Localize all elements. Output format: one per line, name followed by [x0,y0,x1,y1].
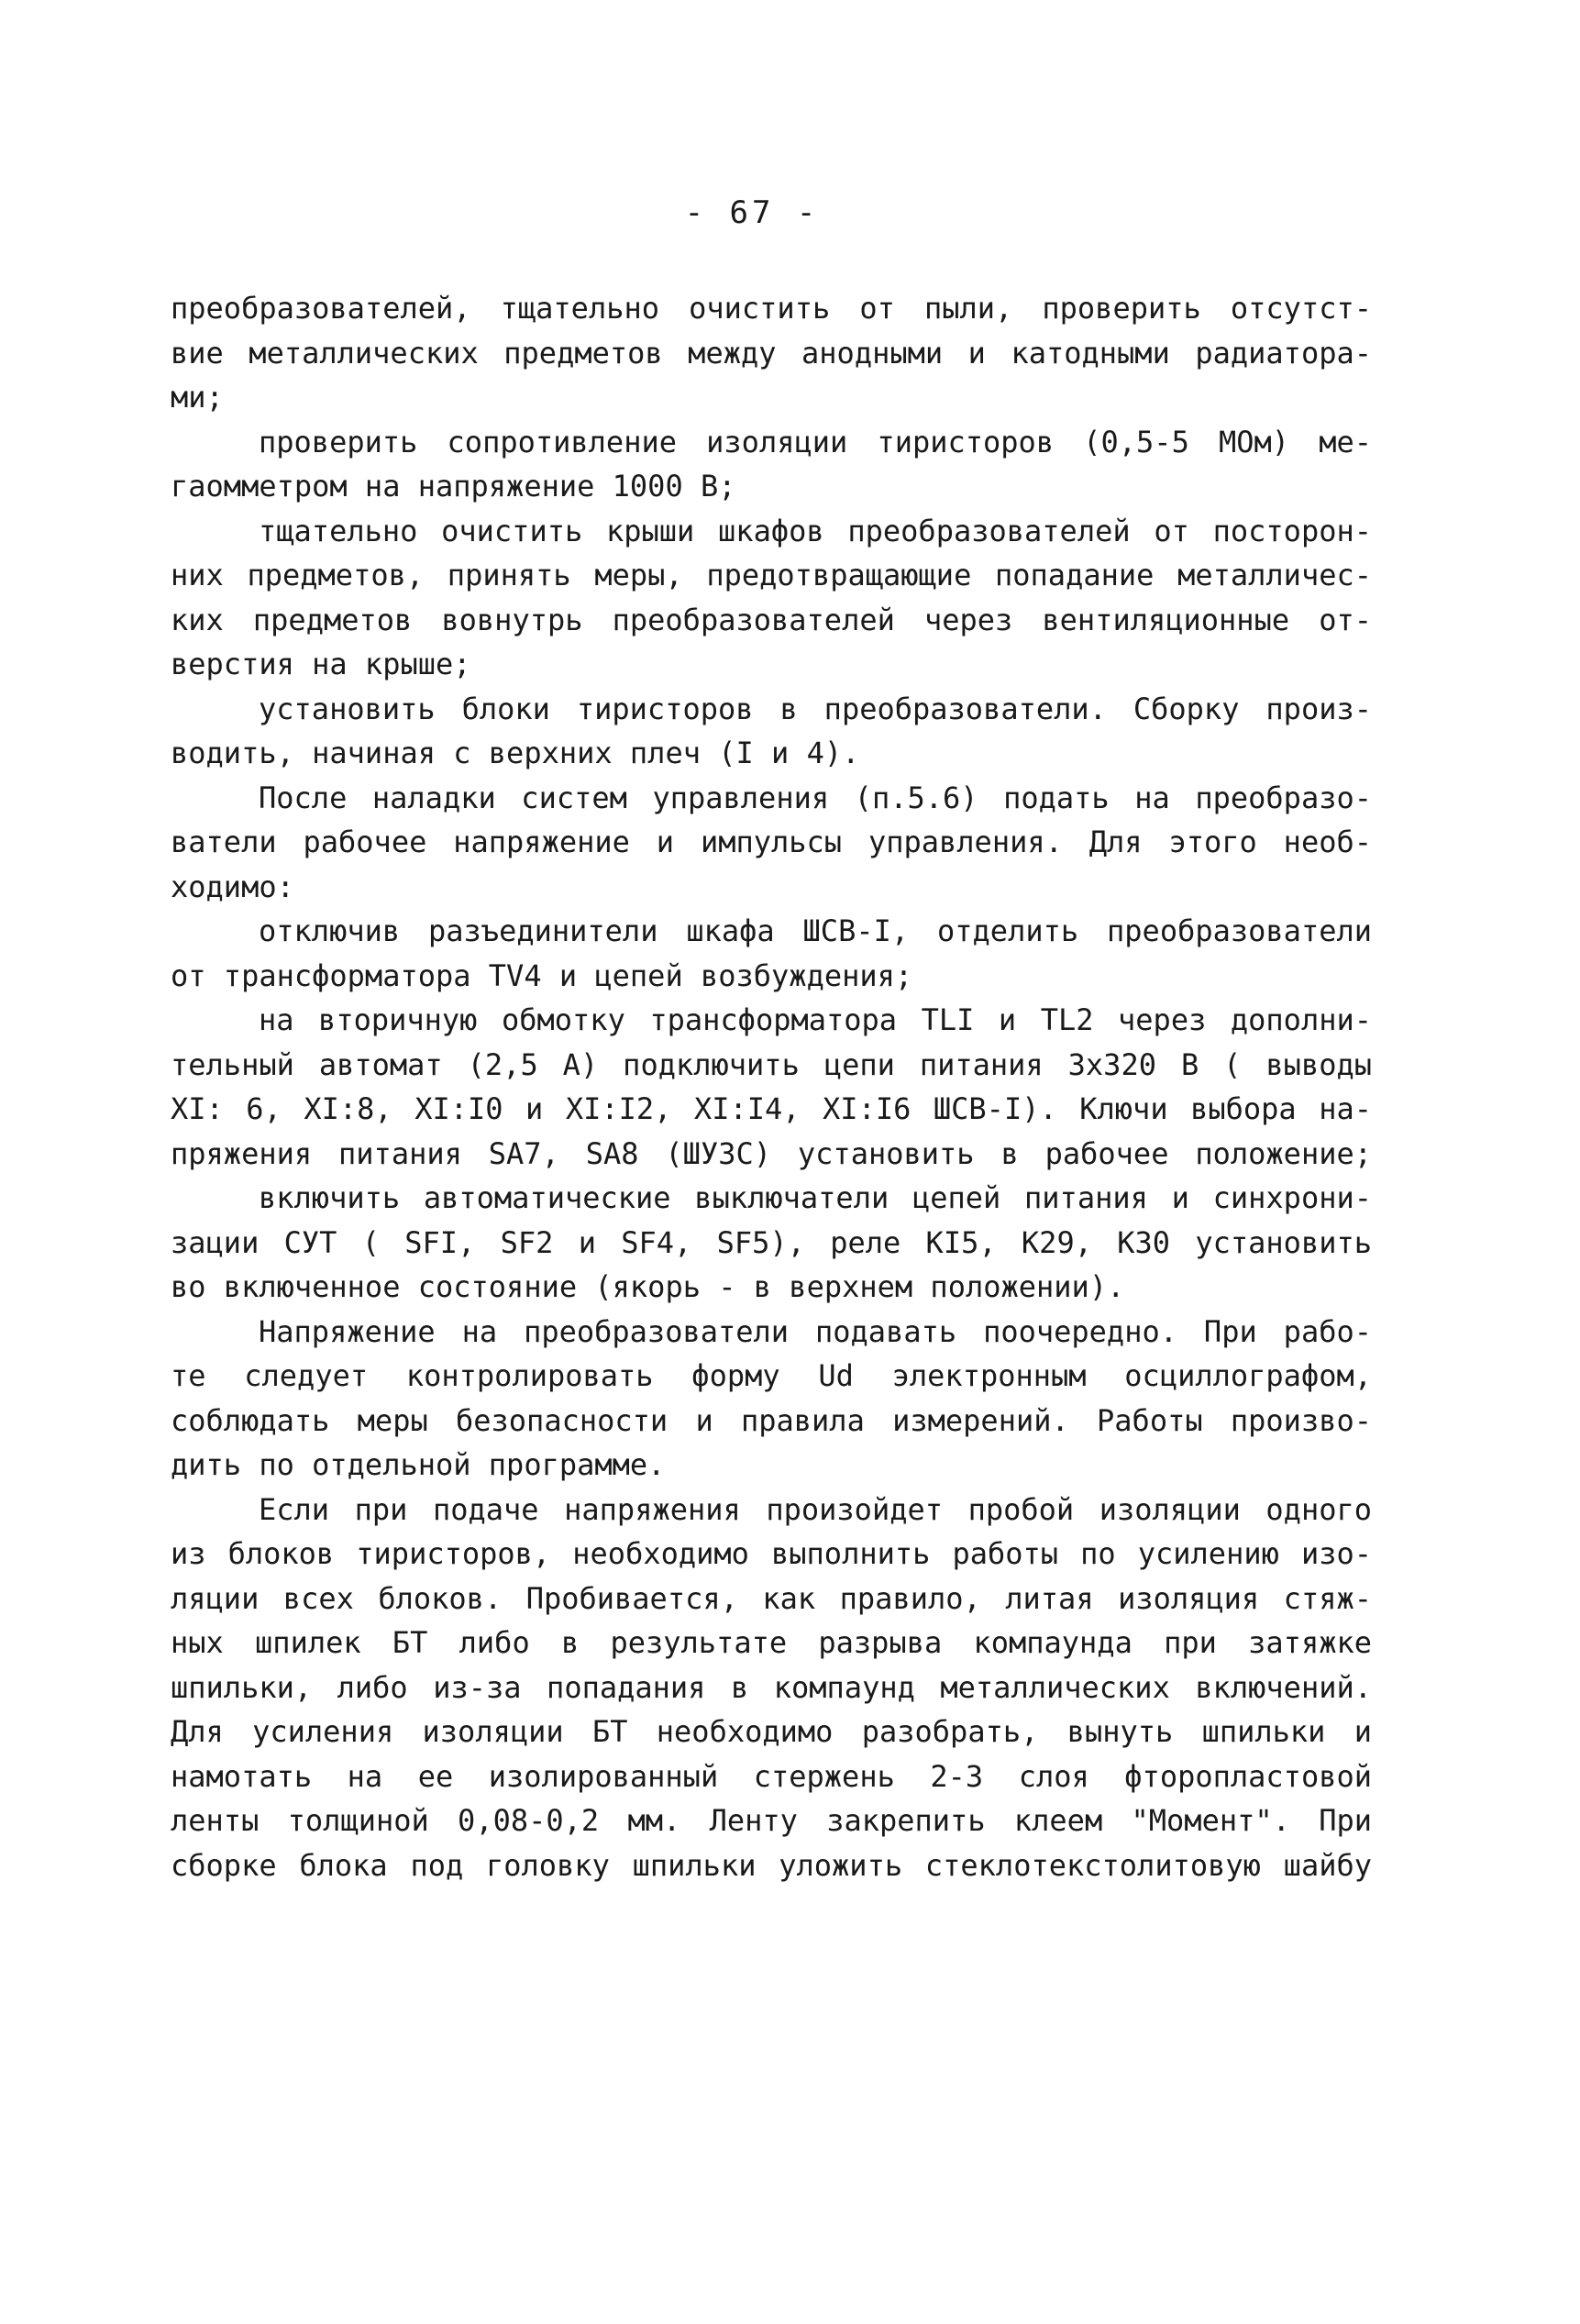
text-line: ных шпилек БТ либо в результате разрыва компаунда при затяжке [171,1625,1372,1660]
text-line: соблюдать меры безопасности и правила измерений. Работы произво- [171,1402,1372,1438]
text-line: Для усиления изоляции БТ необходимо разобрать, вынуть шпильки и [171,1714,1372,1749]
text-line: от трансформатора TV4 и цепей возбуждения; [171,957,913,993]
text-line: преобразователей, тщательно очистить от пыли, проверить отсутст- [171,291,1372,326]
text-line: ходимо: [171,869,294,904]
text-line: включить автоматические выключатели цепей питания и синхрони- [259,1180,1372,1215]
text-line: XI: 6, XI:8, XI:I0 и XI:I2, XI:I4, XI:I6 ШСВ-I). Ключи выбора на- [171,1091,1372,1126]
text-line: тщательно очистить крыши шкафов преобразователей от посторон- [259,513,1372,548]
text-line: те следует контролировать форму Ud электронным осциллографом, [171,1358,1372,1393]
text-line: ких предметов вовнутрь преобразователей через вентиляционные от- [171,602,1372,637]
text-line: них предметов, принять меры, предотвращающие попадание металличес- [171,558,1372,592]
text-line: верстия на крыше; [171,647,471,681]
text-line: зации СУТ ( SFI, SF2 и SF4, SF5), реле KI5, K29, K30 установить [171,1224,1372,1260]
text-line: шпильки, либо из-за попадания в компаунд металлических включений. [171,1669,1372,1705]
text-line: из блоков тиристоров, необходимо выполнить работы по усилению изо- [171,1536,1372,1571]
body-text [171,286,1372,1887]
text-line: пряжения питания SA7, SA8 (ШУЗС) установить в рабочее положение; [171,1135,1372,1171]
text-line: водить, начиная с верхних плеч (I и 4). [171,736,860,770]
text-line: Если при подаче напряжения произойдет пробой изоляции одного [259,1491,1372,1527]
text-line: вие металлических предметов между анодными и катодными радиатора- [171,335,1372,371]
text-line: ленты толщиной 0,08-0,2 мм. Ленту закрепить клеем "Момент". При [171,1803,1372,1838]
page-number: - 67 - [684,194,820,231]
text-line: во включенное состояние (якорь - в верхнем положении). [171,1269,1125,1304]
text-line: намотать на ее изолированный стержень 2-3 слоя фторопластовой [171,1758,1372,1794]
text-line: После наладки систем управления (п.5.6) подать на преобразо- [259,780,1372,815]
text-line: сборке блока под головку шпильки уложить стеклотекстолитовую шайбу [171,1847,1372,1883]
text-line: ми; [171,380,224,415]
text-line: на вторичную обмотку трансформатора TLI и TL2 через дополни- [259,1002,1372,1037]
text-line: отключив разъединители шкафа ШСВ-I, отделить преобразователи [259,913,1372,948]
text-line: установить блоки тиристоров в преобразователи. Сборку произ- [259,691,1372,726]
text-line: Напряжение на преобразователи подавать поочередно. При рабо- [259,1313,1372,1349]
text-line: тельный автомат (2,5 А) подключить цепи питания 3х320 В ( выводы [171,1046,1372,1082]
text-line: дить по отдельной программе. [171,1447,666,1482]
text-line: проверить сопротивление изоляции тиристоров (0,5-5 МОм) ме- [259,424,1372,459]
text-line: ляции всех блоков. Пробивается, как правило, литая изоляция стяж- [171,1580,1372,1616]
text-line: гаомметром на напряжение 1000 В; [171,469,736,504]
text-line: ватели рабочее напряжение и импульсы управления. Для этого необ- [171,824,1372,859]
